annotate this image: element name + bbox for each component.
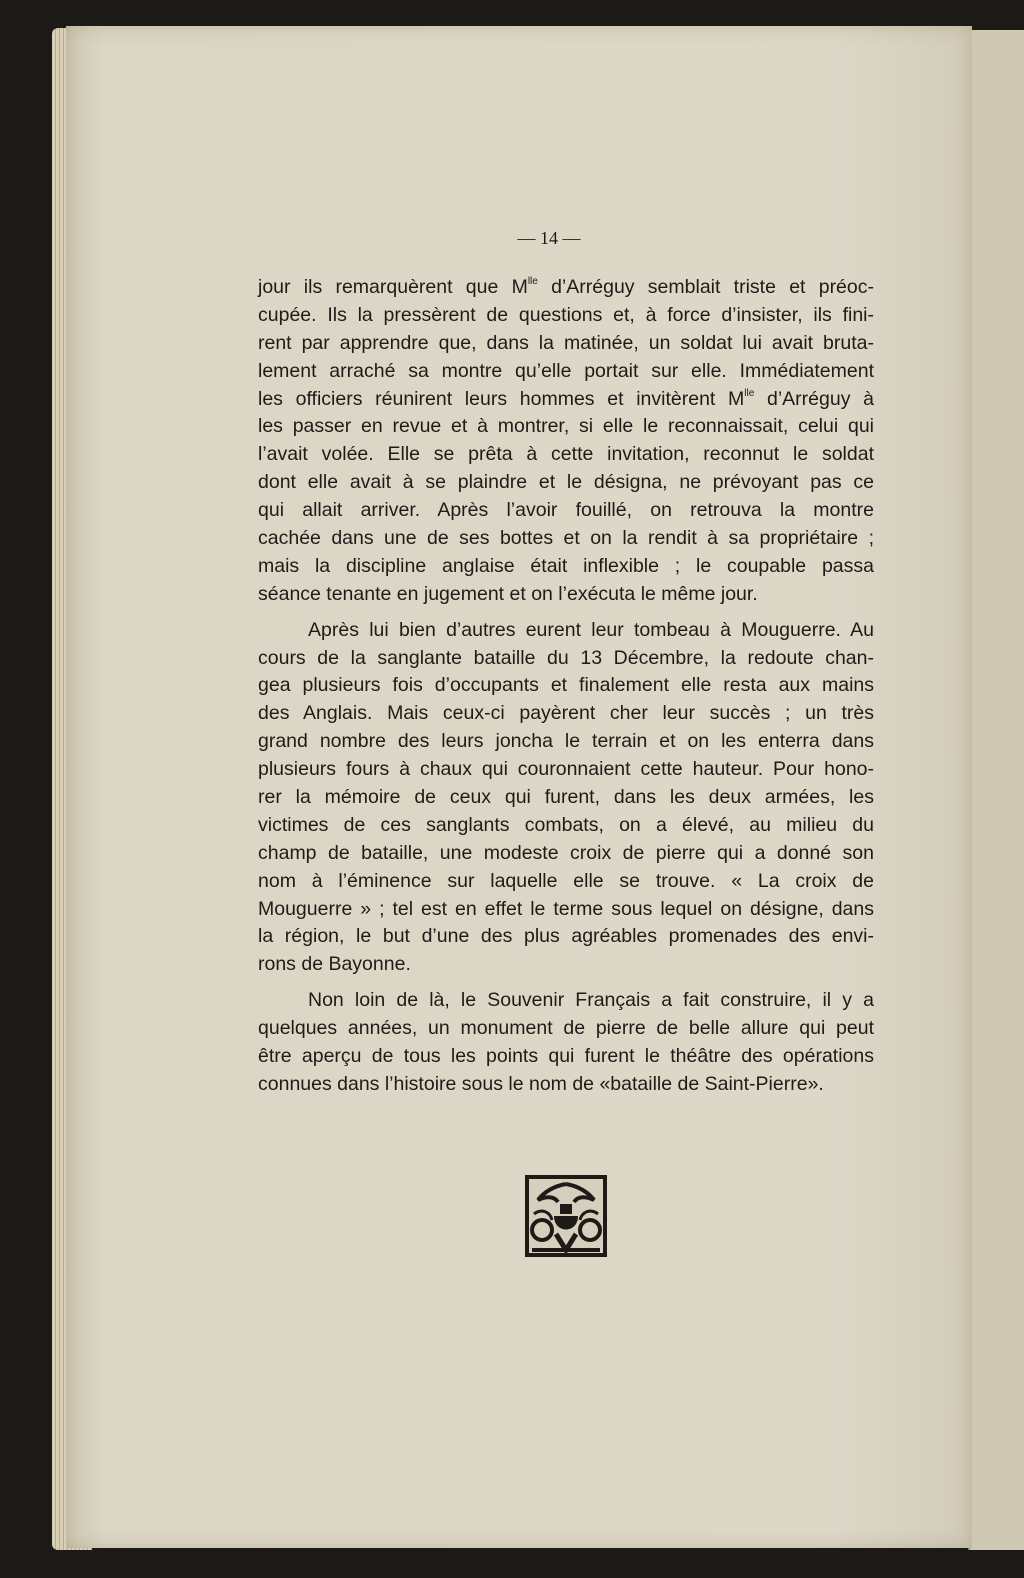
text-line: séance tenante en jugement et on l’exécuta le même jour. bbox=[258, 582, 758, 605]
text-line: lement arraché sa montre qu’elle portait sur elle. Immédiatement bbox=[258, 359, 874, 382]
adjacent-page-edge bbox=[968, 30, 1024, 1550]
text-line: champ de bataille, une modeste croix de pierre qui a donné son bbox=[258, 841, 874, 864]
paragraph-gap bbox=[258, 609, 874, 617]
text-line: les passer en revue et à montrer, si elle le reconnaissait, celui qui bbox=[258, 415, 874, 438]
text-line: dont elle avait à se plaindre et le désigna, ne prévoyant pas ce bbox=[258, 471, 874, 494]
text-line: Non loin de là, le Souvenir Français a fait construire, il y a bbox=[308, 989, 874, 1012]
text-line: cours de la sanglante bataille du 13 Décembre, la redoute chan- bbox=[258, 646, 874, 669]
text-line: connues dans l’histoire sous le nom de «bataille de Saint-Pierre». bbox=[258, 1072, 824, 1095]
text-line: nom à l’éminence sur laquelle elle se trouve. « La croix de bbox=[258, 869, 874, 892]
text-line: quelques années, un monument de pierre de belle allure qui peut bbox=[258, 1017, 874, 1040]
paragraph-gap bbox=[258, 979, 874, 987]
text-line: cupée. Ils la pressèrent de questions et, à force d’insister, ils fini- bbox=[258, 303, 874, 326]
text-line: cachée dans une de ses bottes et on la rendit à sa propriétaire ; bbox=[258, 527, 874, 550]
text-line: la région, le but d’une des plus agréables promenades des envi- bbox=[258, 925, 874, 948]
superscript: lle bbox=[527, 276, 538, 287]
superscript: lle bbox=[744, 387, 755, 399]
decorative-vignette-ornament bbox=[524, 1174, 608, 1258]
text-line: rent par apprendre que, dans la matinée, un soldat lui avait bruta- bbox=[258, 331, 874, 354]
text-line: l’avait volée. Elle se prêta à cette invitation, reconnut le soldat bbox=[258, 443, 874, 466]
text-line: gea plusieurs fois d’occupants et finalement elle resta aux mains bbox=[258, 674, 874, 697]
text-line: des Anglais. Mais ceux-ci payèrent cher leur succès ; un très bbox=[258, 702, 874, 725]
text-line: les officiers réunirent leurs hommes et invitèrent $M^{lle}$ d’Arréguy à bbox=[258, 387, 874, 410]
text-line: Après lui bien d’autres eurent leur tombeau à Mouguerre. Au bbox=[308, 618, 874, 641]
text-line: grand nombre des leurs jonchа le terrain et on les enterra dans bbox=[258, 730, 874, 753]
text-line: Mouguerre » ; tel est en effet le terme sous lequel on désigne, dans bbox=[258, 897, 874, 920]
text-line: qui allait arriver. Après l’avoir fouillé, on retrouva la montre bbox=[258, 499, 874, 522]
page-number: — 14 — bbox=[517, 228, 581, 248]
text-line: rer la mémoire de ceux qui furent, dans les deux armées, les bbox=[258, 786, 874, 809]
text-line: plusieurs fours à chaux qui couronnaient cette hauteur. Pour hono- bbox=[258, 758, 874, 781]
text-line: être aperçu de tous les points qui furent le théâtre des opérations bbox=[258, 1045, 874, 1068]
body-text bbox=[258, 274, 874, 1099]
text-line: rons de Bayonne. bbox=[258, 953, 411, 976]
text-line: mais la discipline anglaise était inflexible ; le coupable passa bbox=[258, 554, 874, 577]
text-line: jour ils remarquèrent que $M^{lle}$ d’Arréguy semblait triste et préoc- bbox=[258, 276, 874, 298]
book-page bbox=[66, 26, 972, 1548]
text-line: victimes de ces sanglants combats, on a élevé, au milieu du bbox=[258, 813, 874, 836]
